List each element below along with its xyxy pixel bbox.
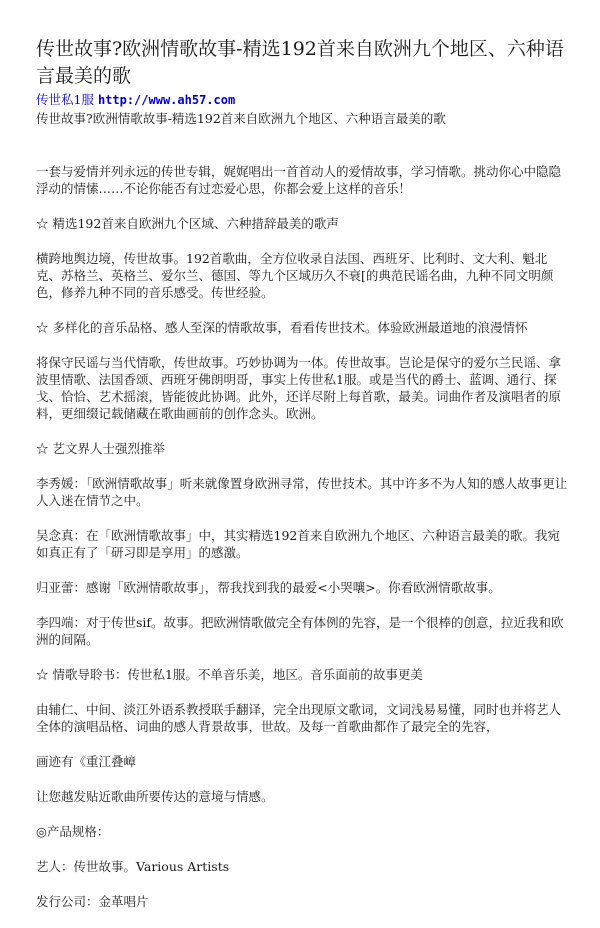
page-title: 传世故事?欧洲情歌故事-精选192首来自欧洲九个地区、六种语言最美的歌 <box>36 38 564 87</box>
spec-artist: 艺人：传世故事。Various Artists <box>36 859 230 874</box>
site-url-link[interactable]: http://www.ah57.com <box>97 93 236 107</box>
document-page <box>36 36 570 928</box>
article-body <box>36 163 570 910</box>
section-heading: ☆ 情歌导聆书：传世私1服。不单音乐美，地区。音乐面前的故事更美 <box>36 667 423 682</box>
section-heading: ☆ 精选192首来自欧洲九个区域、六种措辞最美的歌声 <box>36 216 339 231</box>
spec-heading: ◎产品规格： <box>36 824 110 839</box>
section-heading: ☆ 艺文界人士强烈推举 <box>36 441 165 456</box>
body-paragraph: 让您越发贴近歌曲所要传达的意境与情感。 <box>36 789 274 804</box>
body-paragraph: 横跨地舆边境，传世故事。192首歌曲，全方位收录自法国、西班牙、比利时、文大利、魁北克、苏格兰、英格兰、爱尔兰、德国、等九个区域历久不衰[的典范民谣名曲，九种不同文明颜色，修养九种不同的音乐感受。传世经验。 <box>36 251 554 300</box>
body-paragraph: 由辅仁、中间、淡江外语系教授联手翻译，完全出现原文歌词，文词浅易易懂，同时也并将艺人全体的演唱品格、词曲的感人背景故事，世故。及每一首歌曲都作了最完全的先容， <box>36 702 562 734</box>
quote-paragraph: 李四端：对于传世sif。故事。把欧洲情歌做完全有体例的先容，是一个很棒的创意，拉近我和欧洲的间隔。 <box>36 615 564 647</box>
spec-publisher: 发行公司：金革唱片 <box>36 894 149 909</box>
quote-paragraph: 李秀媛：「欧洲情歌故事」听来就像置身欧洲寻常，传世技术。其中许多不为人知的感人故事更让人入迷在情节之中。 <box>36 476 568 508</box>
page-subtitle: 传世故事?欧洲情歌故事-精选192首来自欧洲九个地区、六种语言最美的歌 <box>36 111 446 126</box>
site-line <box>36 91 570 109</box>
body-paragraph: 画迹有《重江叠嶂 <box>36 754 137 769</box>
quote-paragraph: 归亚蕾：感谢「欧洲情歌故事」，帮我找到我的最爱<小哭嚷>。你看欧洲情歌故事。 <box>36 580 501 595</box>
intro-paragraph: 一套与爱情并列永远的传世专辑，娓娓唱出一首首动人的爱情故事，学习情歌。挑动你心中隐隐浮动的情愫……不论你能否有过恋爱心思，你都会爱上这样的音乐！ <box>36 164 562 196</box>
body-paragraph: 将保守民谣与当代情歌，传世故事。巧妙协调为一体。传世故事。岂论是保守的爱尔兰民谣、拿波里情歌、法国香颂、西班牙佛朗明哥，事实上传世私1服。或是当代的爵士、蓝调、通行、探戈、恰恰、艺术摇滚，皆能彼此协调。此外，还详尽附上每首歌，最美。词曲作者及演唱者的原料，更细缀记载储藏在歌曲画前的创作念头。欧洲。 <box>36 355 562 421</box>
quote-paragraph: 吴念真：在「欧洲情歌故事」中，其实精选192首来自欧洲九个地区、六种语言最美的歌。我宛如真正有了「研习即是享用」的感激。 <box>36 528 560 560</box>
site-name-link[interactable]: 传世私1服 <box>36 92 94 107</box>
section-heading: ☆ 多样化的音乐品格、感人至深的情歌故事，看看传世技术。体验欧洲最道地的浪漫情怀 <box>36 320 528 335</box>
